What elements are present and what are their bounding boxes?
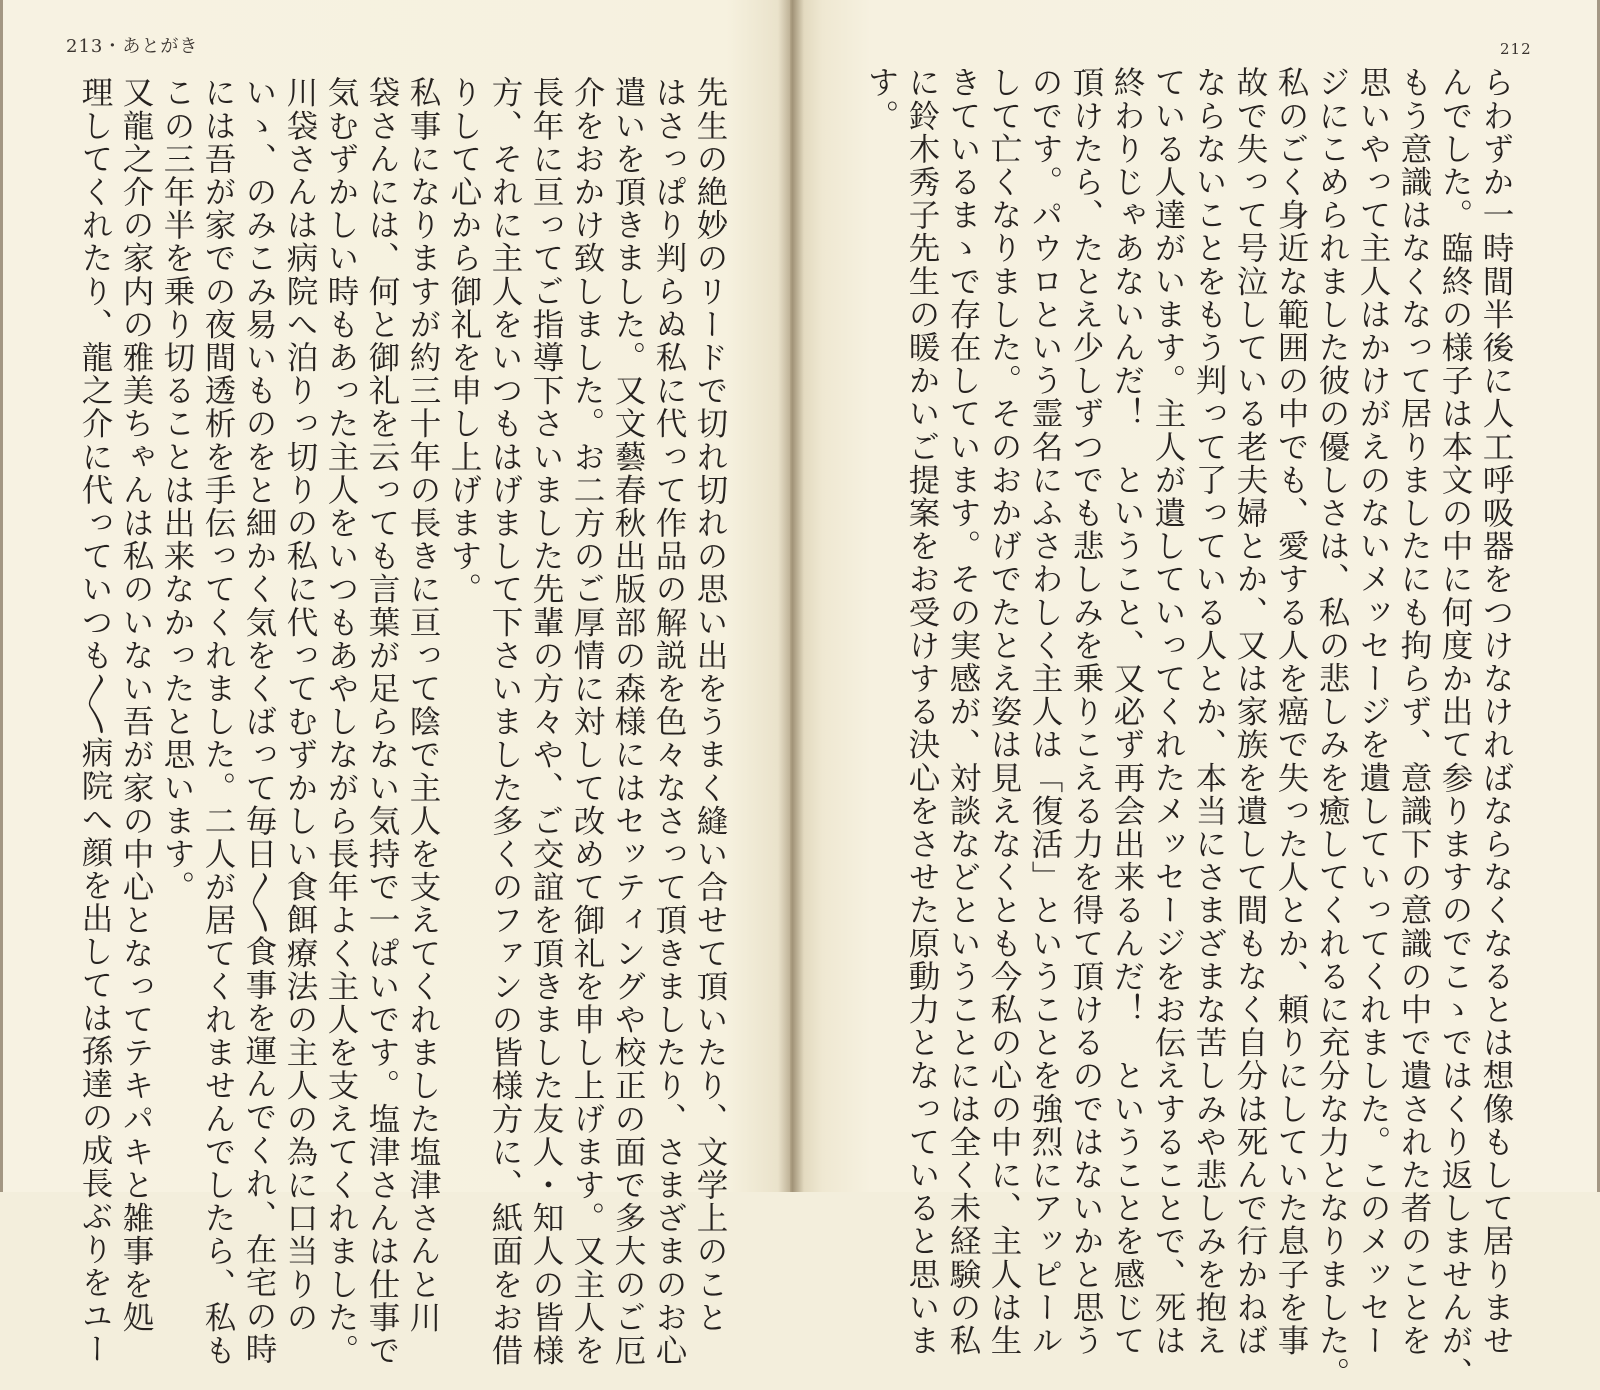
text-line: 先生の絶妙のリードで切れ切れの思い出をうまく縫い合せて頂いたり、文学上のこと: [692, 76, 728, 1334]
text-line: 理してくれたり、龍之介に代っていつも〳〵病院へ顔を出しては孫達の成長ぶりをユー: [77, 76, 113, 1366]
text-line: ジにこめられました彼の優しさは、私の悲しみを癒してくれるに充分な力となりました。: [1314, 66, 1350, 1390]
text-line: この三年半を乗り切ることは出来なかったと思います。: [159, 76, 195, 904]
text-line: 又龍之介の家内の雅美ちゃんは私のいない吾が家の中心となってテキパキと雑事を処: [118, 76, 154, 1334]
book-gutter: [778, 0, 804, 1192]
text-line: 川袋さんは病院へ泊りっ切りの私に代ってむずかしい食餌療法の主人の為に口当りの: [282, 76, 318, 1334]
text-line: らわずか一時間半後に人工呼吸器をつけなければならなくなるとは想像もして居りませ: [1478, 66, 1514, 1357]
text-line: 介をおかけ致しました。お二方のご厚情に対して改めて御礼を申し上げます。又主人を: [569, 76, 605, 1367]
text-line: 長年に亘ってご指導下さいました先輩の方々や、ご交誼を頂きました友人・知人の皆様: [528, 76, 564, 1367]
text-line: のです。パウロという霊名にふさわしく主人は「復活」ということを強烈にアッピール: [1027, 66, 1063, 1357]
text-line: 頂けたら、たとえ少しずつでも悲しみを乗りこえる力を得て頂けるのではないかと思う: [1068, 66, 1104, 1357]
page-number: 212: [1500, 40, 1532, 58]
text-line: ている人達がいます。主人が遺していってくれたメッセージをお伝えすることで、死は: [1150, 66, 1186, 1357]
text-line: りして心から御礼を申し上げます。: [446, 76, 482, 606]
right-page-body-text: [846, 66, 1516, 1390]
text-line: いゝ、のみこみ易いものをと細かく気をくばって毎日〳〵食事を運んでくれ、在宅の時: [241, 76, 277, 1366]
text-line: ならないことをもう判って了っている人とか、本当にさまざまな苦しみや悲しみを抱え: [1191, 66, 1227, 1357]
text-line: はさっぱり判らぬ私に代って作品の解説を色々なさって頂きましたり、さまざまのお心: [651, 76, 687, 1367]
left-page-body-text: [70, 76, 730, 1367]
text-line: 気むずかしい時もあった主人をいつもあやしながら長年よく主人を支えてくれました。: [323, 76, 359, 1367]
text-line: 袋さんには、何と御礼を云っても言葉が足らない気持で一ぱいです。塩津さんは仕事で: [364, 76, 400, 1367]
text-line: には吾が家での夜間透析を手伝ってくれました。二人が居てくれませんでしたら、私も: [200, 76, 236, 1367]
text-line: に鈴木秀子先生の暖かいご提案をお受けする決心をさせた原動力となっていると思いま: [904, 66, 940, 1357]
text-line: 終わりじゃあないんだ！ ということ、又必ず再会出来るんだ！ ということを感じて: [1109, 66, 1145, 1357]
text-line: 方、それに主人をいつもはげまして下さいました多くのファンの皆様方に、紙面をお借: [487, 76, 523, 1367]
text-line: もう意識はなくなって居りましたにも拘らず、意識下の意識の中で遺された者のことを: [1396, 66, 1432, 1357]
running-head: 213・あとがき: [66, 36, 199, 57]
text-line: 遣いを頂きました。又文藝春秋出版部の森様にはセッティングや校正の面で多大のご厄: [610, 76, 646, 1367]
text-line: す。: [863, 66, 899, 133]
text-line: して亡くなりました。そのおかげでたとえ姿は見えなくとも今私の心の中に、主人は生: [986, 66, 1022, 1357]
text-line: 私のごく身近な範囲の中でも、愛する人を癌で失った人とか、頼りにしていた息子を事: [1273, 66, 1309, 1357]
text-line: 思いやって主人はかけがえのないメッセージを遺していってくれました。このメッセー: [1355, 66, 1391, 1357]
left-page-edge: [0, 0, 3, 1192]
text-line: んでした。臨終の様子は本文の中に何度か出て参りますのでこゝではくり返しませんが、: [1437, 66, 1473, 1390]
text-line: きているまゝで存在しています。その実感が、対談などということには全く未経験の私: [945, 66, 981, 1357]
text-line: 私事になりますが約三十年の長きに亘って陰で主人を支えてくれました塩津さんと川: [405, 76, 441, 1334]
text-line: 故で失って号泣している老夫婦とか、又は家族を遺して間もなく自分は死んで行かねば: [1232, 66, 1268, 1357]
